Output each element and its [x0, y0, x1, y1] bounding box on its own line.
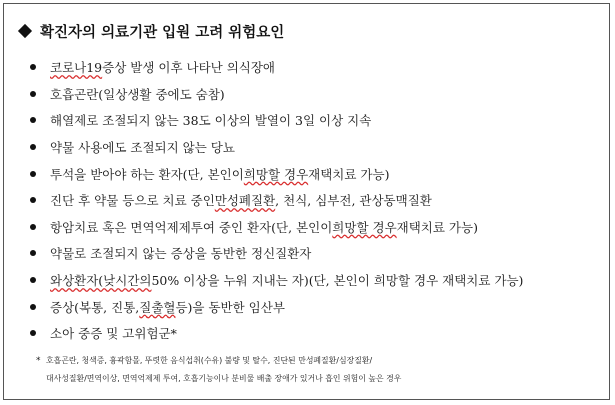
list-item: 진단 후 약물 등으로 치료 중인 만성폐질환 , 천식, 심부전, 관상동맥질환 — [30, 187, 523, 214]
list-item: 해열제로 조절되지 않는 38도 이상의 발열이 3일 이상 지속 — [30, 107, 523, 134]
bullet-icon — [30, 64, 36, 70]
bullet-icon — [30, 224, 36, 230]
footnote-line-1: * 호흡곤란, 청색증, 흉곽함몰, 뚜렷한 음식섭취(수유) 불량 및 탈수, 진단된 만성폐질환/심장질환/ — [36, 352, 604, 370]
bullet-icon — [30, 197, 36, 203]
list-item: 증상(복통, 진통, 질출혈 등)을 동반한 임산부 — [30, 293, 523, 320]
risk-factor-list — [30, 54, 523, 347]
list-item: 소아 중증 및 고위험군* — [30, 320, 523, 347]
bullet-icon — [30, 330, 36, 336]
bullet-icon — [30, 277, 36, 283]
list-item: 투석을 받아야 하는 환자(단, 본인이 희망할 경우 재택치료 가능) — [30, 160, 523, 187]
list-item: 코로나19 증상 발생 이후 나타난 의식장애 — [30, 54, 523, 81]
list-item: 약물로 조절되지 않는 증상을 동반한 정신질환자 — [30, 240, 523, 267]
title-text: 확진자의 의료기관 입원 고려 위험요인 — [40, 24, 285, 41]
footnote-marker: * — [36, 356, 41, 366]
list-item: 항암치료 혹은 면역억제제투여 중인 환자(단, 본인이 희망할 경우 재택치료 가능) — [30, 214, 523, 241]
info-box — [3, 3, 610, 400]
bullet-icon — [30, 171, 36, 177]
list-item: 호흡곤란(일상생활 중에도 숨참) — [30, 81, 523, 108]
list-item: 약물 사용에도 조절되지 않는 당뇨 — [30, 134, 523, 161]
bullet-icon — [30, 250, 36, 256]
list-item: 와상환자(낮시간의 50% 이상을 누워 지내는 자)(단, 본인이 희망할 경우 재택치료 가능) — [30, 267, 523, 294]
bullet-icon — [30, 304, 36, 310]
section-title — [16, 20, 284, 42]
footnote-line-2: 대사성질환/면역이상, 면역억제제 투여, 호흡기능이나 분비물 배출 장애가 있거나 흡인 위험이 높은 경우 — [46, 374, 402, 383]
bullet-icon — [30, 117, 36, 123]
diamond-bullet-icon — [18, 24, 32, 38]
footnote — [36, 352, 604, 388]
bullet-icon — [30, 91, 36, 97]
bullet-icon — [30, 144, 36, 150]
